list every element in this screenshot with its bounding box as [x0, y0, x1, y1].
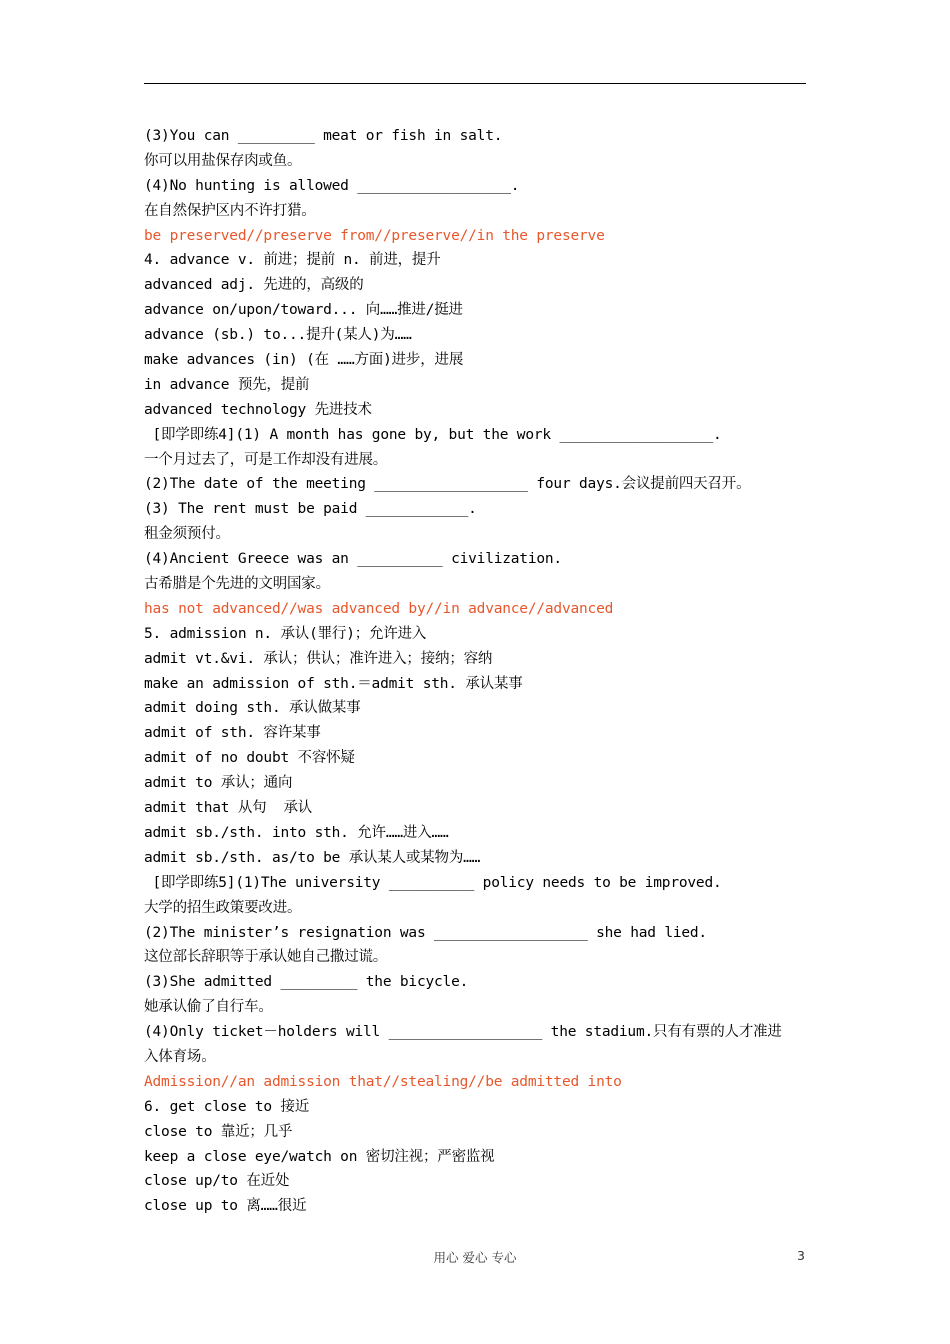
text-line: (3)She admitted _________ the bicycle.	[144, 974, 469, 991]
header-rule	[144, 83, 806, 84]
text-line: close up/to 在近处	[144, 1173, 290, 1190]
text-line: 古希腊是个先进的文明国家。	[144, 576, 330, 593]
text-line: admit of sth. 容许某事	[144, 725, 321, 742]
text-line: 入体育场。	[144, 1048, 216, 1065]
text-line: advanced adj. 先进的，高级的	[144, 277, 364, 294]
text-line: [即学即练5](1)The university __________ policy needs to be improved.	[144, 874, 722, 891]
document-body	[144, 124, 824, 1219]
answer-line: be preserved//preserve from//preserve//in the preserve	[144, 227, 605, 244]
text-line: advance on/upon/toward... 向……推进/挺进	[144, 302, 463, 319]
footer-text: 用心 爱心 专心	[433, 1250, 517, 1265]
text-line: admit vt.&vi. 承认；供认；准许进入；接纳；容纳	[144, 650, 493, 667]
text-line: admit that 从句 承认	[144, 800, 313, 817]
text-line: [即学即练4](1) A month has gone by, but the work __________________.	[144, 426, 722, 443]
text-line: 5. admission n. 承认(罪行)；允许进入	[144, 625, 427, 642]
text-line: (3)You can _________ meat or fish in salt.	[144, 128, 503, 144]
text-line: admit of no doubt 不容怀疑	[144, 750, 355, 767]
text-line: (2)The minister’s resignation was __________________ she had lied.	[144, 924, 707, 941]
answer-line: has not advanced//was advanced by//in advance//advanced	[144, 600, 614, 617]
text-line: 这位部长辞职等于承认她自己撒过谎。	[144, 949, 388, 966]
text-line: (4)Ancient Greece was an __________ civilization.	[144, 551, 562, 568]
text-line: keep a close eye/watch on 密切注视；严密监视	[144, 1148, 495, 1165]
text-line: 大学的招生政策要改进。	[144, 899, 302, 916]
text-line: admit to 承认；通向	[144, 775, 293, 792]
answer-line: Admission//an admission that//stealing//be admitted into	[144, 1073, 622, 1090]
text-line: (4)No hunting is allowed __________________.	[144, 177, 520, 194]
text-line: (2)The date of the meeting __________________ four days.会议提前四天召开。	[144, 476, 751, 493]
text-line: 6. get close to 接近	[144, 1098, 310, 1115]
text-line: make an admission of sth.＝admit sth. 承认某事	[144, 675, 523, 692]
text-line: 你可以用盐保存肉或鱼。	[144, 152, 302, 169]
text-line: advanced technology 先进技术	[144, 401, 372, 418]
page-number: 3	[797, 1248, 805, 1263]
text-line: advance (sb.) to...提升(某人)为……	[144, 327, 412, 344]
text-line: 在自然保护区内不许打猎。	[144, 202, 316, 219]
text-line: close to 靠近；几乎	[144, 1123, 293, 1140]
text-line: (4)Only ticket－holders will __________________ the stadium.只有有票的人才准进	[144, 1024, 782, 1041]
text-line: (3) The rent must be paid ____________.	[144, 501, 477, 518]
text-line: admit sb./sth. as/to be 承认某人或某物为……	[144, 849, 481, 866]
text-line: close up to 离……很近	[144, 1198, 307, 1215]
text-line: 租金须预付。	[144, 526, 230, 543]
text-line: in advance 预先，提前	[144, 376, 310, 393]
text-line: make advances (in) (在 ……方面)进步，进展	[144, 352, 464, 369]
text-line: 4. advance v. 前进；提前 n. 前进，提升	[144, 252, 441, 269]
text-line: admit doing sth. 承认做某事	[144, 700, 361, 717]
text-line: 一个月过去了，可是工作却没有进展。	[144, 451, 388, 468]
text-line: admit sb./sth. into sth. 允许……进入……	[144, 824, 449, 841]
text-line: 她承认偷了自行车。	[144, 999, 273, 1016]
